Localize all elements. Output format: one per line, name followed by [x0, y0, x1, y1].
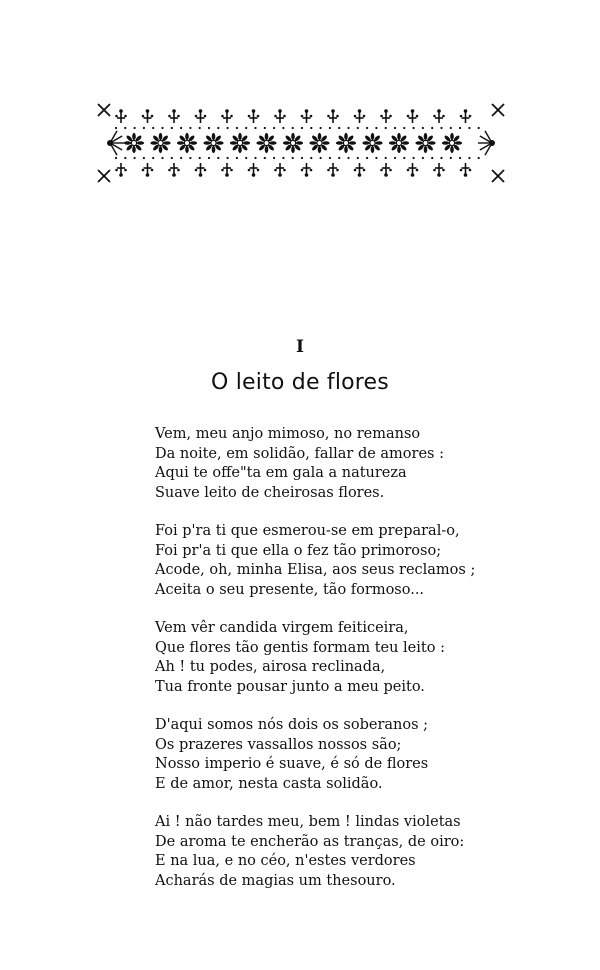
poem-line: Aceita o seu presente, tão formoso...	[155, 581, 425, 598]
poem-title: O leito de flores	[211, 370, 389, 395]
poem-line: Os prazeres vassallos nossos são;	[155, 736, 402, 753]
poem-line: Aqui te offe"ta em gala a natureza	[155, 465, 407, 481]
poem-line: Suave leito de cheirosas flores.	[155, 484, 385, 501]
poem-line: E de amor, nesta casta solidão.	[155, 775, 383, 792]
poem-line: Vem vêr candida virgem feiticeira,	[155, 620, 409, 636]
poem-line: Nosso imperio é suave, é só de flores	[155, 756, 429, 772]
poem-line: Ai ! não tardes meu, bem ! lindas violetas	[155, 814, 461, 830]
section-number: I	[296, 337, 304, 357]
stanza	[155, 522, 476, 600]
poem-line: Ah ! tu podes, airosa reclinada,	[155, 659, 386, 675]
floral-ornament-icon	[96, 100, 506, 186]
poem-body	[155, 425, 476, 910]
poem-line: D'aqui somos nós dois os soberanos ;	[155, 717, 429, 733]
poem-line: De aroma te encherão as tranças, de oiro:	[155, 833, 465, 850]
poem-line: Que flores tão gentis formam teu leito :	[155, 639, 445, 656]
poem-line: E na lua, e no céo, n'estes verdores	[155, 853, 416, 869]
stanza	[155, 619, 455, 697]
stanza	[155, 716, 455, 794]
poem-line: Vem, meu anjo mimoso, no remanso	[155, 426, 421, 442]
poem-line: Foi p'ra ti que esmerou-se em preparal-o,	[155, 523, 460, 539]
poem-line: Tua fronte pousar junto a meu peito.	[155, 678, 425, 695]
poem-line: Acharás de magias um thesouro.	[155, 872, 396, 889]
stanza	[155, 425, 455, 503]
poem-line: Foi pr'a ti que ella o fez tão primoroso;	[155, 542, 442, 559]
poem-line: Da noite, em solidão, fallar de amores :	[155, 445, 444, 462]
stanza	[155, 813, 465, 891]
poem-line: Acode, oh, minha Elisa, aos seus reclamos ;	[155, 562, 476, 578]
